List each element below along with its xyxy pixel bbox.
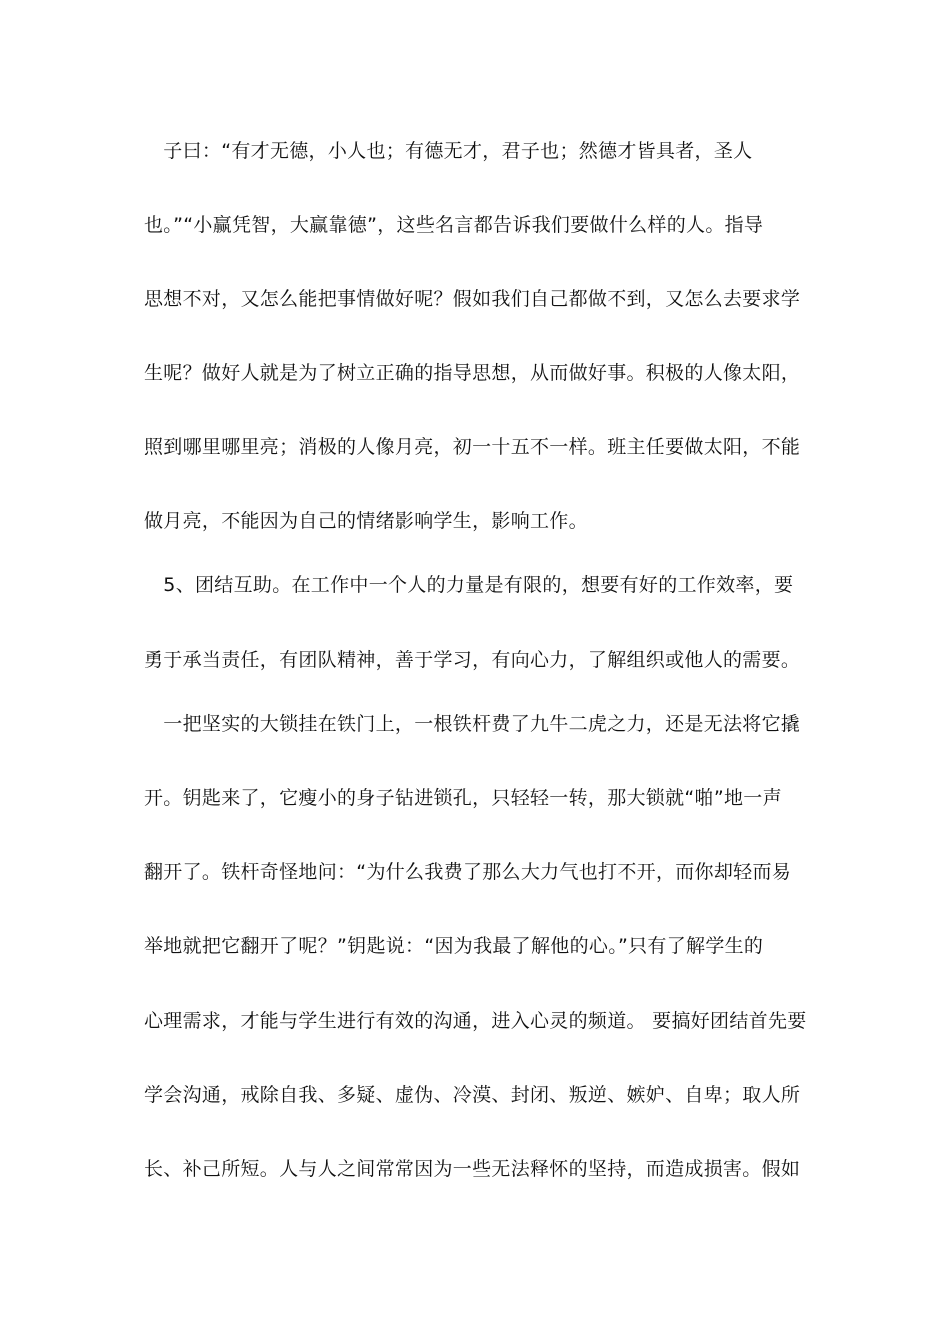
text-line-10: 开。钥匙来了，它瘦小的身子钻进锁孔，只轻轻一转，那大锁就“啪”地一声 <box>144 787 782 809</box>
text-line-4: 生呢？做好人就是为了树立正确的指导思想，从而做好事。积极的人像太阳， <box>144 362 801 384</box>
text-line-11: 翻开了。铁杆奇怪地问：“为什么我费了那么大力气也打不开，而你却轻而易 <box>144 861 792 883</box>
text-line-3: 思想不对，又怎么能把事情做好呢？假如我们自己都做不到，又怎么去要求学 <box>144 288 801 310</box>
text-line-8: 勇于承当责任，有团队精神，善于学习，有向心力，了解组织或他人的需要。 <box>144 649 801 671</box>
text-line-15: 长、补己所短。人与人之间常常因为一些无法释怀的坚持，而造成损害。假如 <box>144 1158 801 1180</box>
text-line-5: 照到哪里哪里亮；消极的人像月亮，初一十五不一样。班主任要做太阳，不能 <box>144 436 801 458</box>
text-line-13: 心理需求，才能与学生进行有效的沟通，进入心灵的频道。 要搞好团结首先要 <box>144 1010 807 1032</box>
text-line-2: 也。”“小赢凭智，大赢靠德”，这些名言都告诉我们要做什么样的人。指导 <box>144 214 764 236</box>
text-line-6: 做月亮，不能因为自己的情绪影响学生，影响工作。 <box>144 510 588 532</box>
text-line-12: 举地就把它翻开了呢？”钥匙说：“因为我最了解他的心。”只有了解学生的 <box>144 935 764 957</box>
text-line-14: 学会沟通，戒除自我、多疑、虚伪、冷漠、封闭、叛逆、嫉妒、自卑；取人所 <box>144 1084 801 1106</box>
text-line-7: 5、团结互助。在工作中一个人的力量是有限的，想要有好的工作效率，要 <box>144 574 794 596</box>
text-line-9: 一把坚实的大锁挂在铁门上，一根铁杆费了九牛二虎之力，还是无法将它撬 <box>144 713 801 735</box>
text-line-1: 子曰：“有才无德，小人也；有德无才，君子也；然德才皆具者，圣人 <box>144 140 753 162</box>
